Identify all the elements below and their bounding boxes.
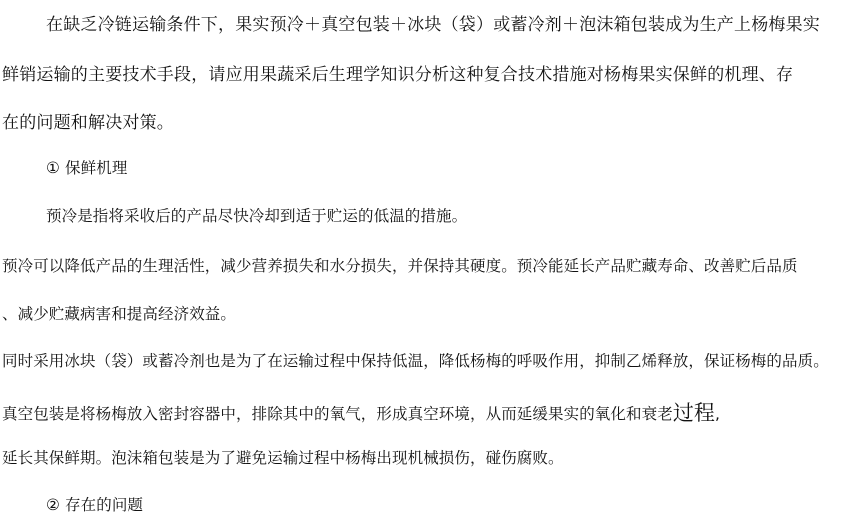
precool-definition: 预冷是指将采收后的产品尽快冷却到适于贮运的低温的措施。: [46, 207, 468, 225]
vacuum-effect-punct: ,: [715, 405, 721, 423]
vacuum-effect-emphasis: 过程: [672, 401, 716, 425]
ice-effect-paragraph: 同时采用冰块（袋）或蓄冷剂也是为了在运输过程中保持低温，降低杨梅的呼吸作用，抑制乙烯释放，保证杨梅的品质。: [2, 352, 829, 370]
section-heading-problems: ② 存在的问题: [46, 496, 144, 514]
vacuum-effect-line-1: [2, 397, 720, 427]
vacuum-effect-line-2: 延长其保鲜期。泡沫箱包装是为了避免运输过程中杨梅出现机械损伤，碰伤腐败。: [2, 449, 564, 467]
precool-effect-line-1: 预冷可以降低产品的生理活性，减少营养损失和水分损失，并保持其硬度。预冷能延长产品贮藏寿命、改善贮后品质: [2, 257, 798, 275]
precool-effect-line-2: 、减少贮藏病害和提高经济效益。: [2, 305, 237, 323]
section-heading-mechanism: ① 保鲜机理: [46, 159, 128, 177]
vacuum-effect-text: 真空包装是将杨梅放入密封容器中，排除其中的氧气，形成真空环境，从而延缓果实的氧化和衰老: [2, 405, 673, 423]
intro-line-1: 在缺乏冷链运输条件下，果实预冷＋真空包装＋冰块（袋）或蓄冷剂＋泡沫箱包装成为生产上杨梅果实: [46, 15, 820, 35]
intro-line-2: 鲜销运输的主要技术手段，请应用果蔬采后生理学知识分析这种复合技术措施对杨梅果实保鲜的机理、存: [2, 65, 794, 85]
intro-line-3: 在的问题和解决对策。: [2, 113, 174, 133]
